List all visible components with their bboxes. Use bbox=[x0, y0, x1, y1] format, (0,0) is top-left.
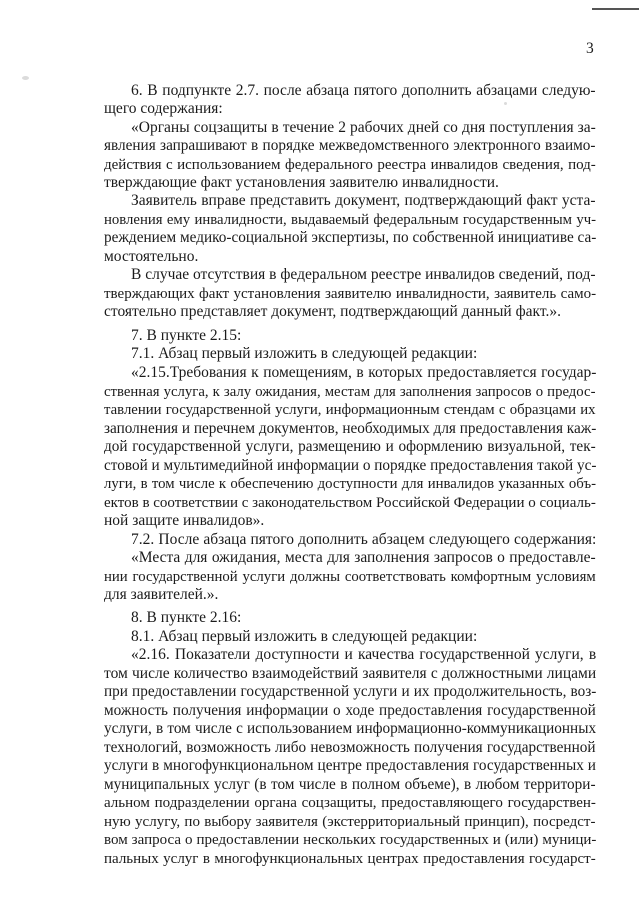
text-line: технологий, возможность либо невозможность получения государственной bbox=[104, 739, 596, 756]
text-line: услуги в многофункциональном центре предоставления государственных и bbox=[104, 757, 596, 774]
text-line: мостоятельно. bbox=[104, 248, 199, 265]
text-line: стоятельно представляет документ, подтверждающий данный факт.». bbox=[104, 303, 561, 320]
scan-smudge bbox=[22, 76, 29, 80]
text-line: при предоставлении государственной услуги и их продолжительность, воз- bbox=[104, 683, 597, 700]
text-line: 7.1. Абзац первый изложить в следующей редакции: bbox=[131, 345, 478, 362]
text-line: муниципальных услуг (в том числе в полном объеме), в любом территори- bbox=[104, 776, 596, 793]
text-line: том числе количество взаимодействий заявителя с должностными лицами bbox=[104, 665, 597, 682]
text-line: новления ему инвалидности, выдаваемый федеральным государственным уч- bbox=[104, 212, 597, 228]
text-line: ной защите инвалидов». bbox=[104, 512, 265, 529]
page-number: 3 bbox=[586, 40, 594, 57]
text-line: услуги, в том числе с использованием информационно-коммуникационных bbox=[104, 720, 597, 737]
text-line: «2.16. Показатели доступности и качества государственной услуги, в bbox=[131, 646, 597, 663]
text-line: реждением медико-социальной экспертизы, по собственной инициативе са- bbox=[104, 229, 597, 246]
text-line: дой государственной услуги, размещению и оформлению визуальной, тек- bbox=[104, 438, 596, 455]
text-line: В случае отсутствия в федеральном реестре инвалидов сведений, под- bbox=[131, 266, 596, 283]
text-line: пальных услуг в многофункциональных центрах предоставления государст- bbox=[104, 851, 596, 867]
text-line: для заявителей.». bbox=[104, 586, 219, 603]
text-line: ектов в соответствии с законодательством Российской Федерации о социаль- bbox=[104, 495, 596, 511]
text-line: луги, в том числе к обеспечению доступности для инвалидов указанных объ- bbox=[104, 476, 596, 492]
text-line: «Органы соцзащиты в течение 2 рабочих дней со дня поступления за- bbox=[131, 119, 596, 136]
text-line: ственная услуга, к залу ожидания, местам для заполнения запросов о предос- bbox=[104, 384, 596, 400]
text-line: 8.1. Абзац первый изложить в следующей редакции: bbox=[131, 628, 478, 645]
text-line: действия с использованием федерального реестра инвалидов сведения, под- bbox=[104, 157, 596, 173]
text-line: вом запроса о предоставлении нескольких государственных и (или) муници- bbox=[104, 832, 597, 848]
text-line: можность получения информации о ходе предоставления государственной bbox=[104, 702, 596, 719]
text-line: нии государственной услуги должны соответствовать комфортным условиям bbox=[104, 569, 596, 585]
text-line: щего содержания: bbox=[104, 100, 223, 117]
text-line: явления запрашивают в порядке межведомственного электронного взаимо- bbox=[104, 137, 596, 154]
corner-scan-mark bbox=[592, 8, 639, 10]
text-line: альном подразделении органа соцзащиты, предоставляющего государствен- bbox=[104, 795, 596, 811]
text-line: тверждающих факт установления заявителю инвалидности, заявитель само- bbox=[104, 286, 597, 302]
scan-smudge bbox=[504, 102, 507, 105]
text-line: 6. В подпункте 2.7. после абзаца пятого дополнить абзацами следую- bbox=[131, 82, 596, 99]
text-line: тверждающие факт установления заявителю инвалидности. bbox=[104, 174, 499, 191]
text-line: 7.2. После абзаца пятого дополнить абзацем следующего содержания: bbox=[131, 531, 597, 548]
text-line: 8. В пункте 2.16: bbox=[131, 609, 242, 626]
text-line: 7. В пункте 2.15: bbox=[131, 327, 242, 344]
text-line: заполнения и перечнем документов, необходимых для предоставления каж- bbox=[104, 420, 597, 437]
text-line: «Места для ожидания, места для заполнения запросов о предоставле- bbox=[131, 549, 596, 566]
text-line: ную услугу, по выбору заявителя (экстерриториальный принцип), посредст- bbox=[104, 814, 596, 830]
text-line: стовой и мультимедийной информации о порядке предоставления такой ус- bbox=[104, 457, 597, 474]
text-line: тавлении государственной услуги, информационным стендам с образцами их bbox=[104, 402, 596, 418]
text-line: Заявитель вправе представить документ, подтверждающий факт уста- bbox=[131, 192, 596, 209]
text-line: «2.15.Требования к помещениям, в которых предоставляется государ- bbox=[131, 364, 597, 381]
